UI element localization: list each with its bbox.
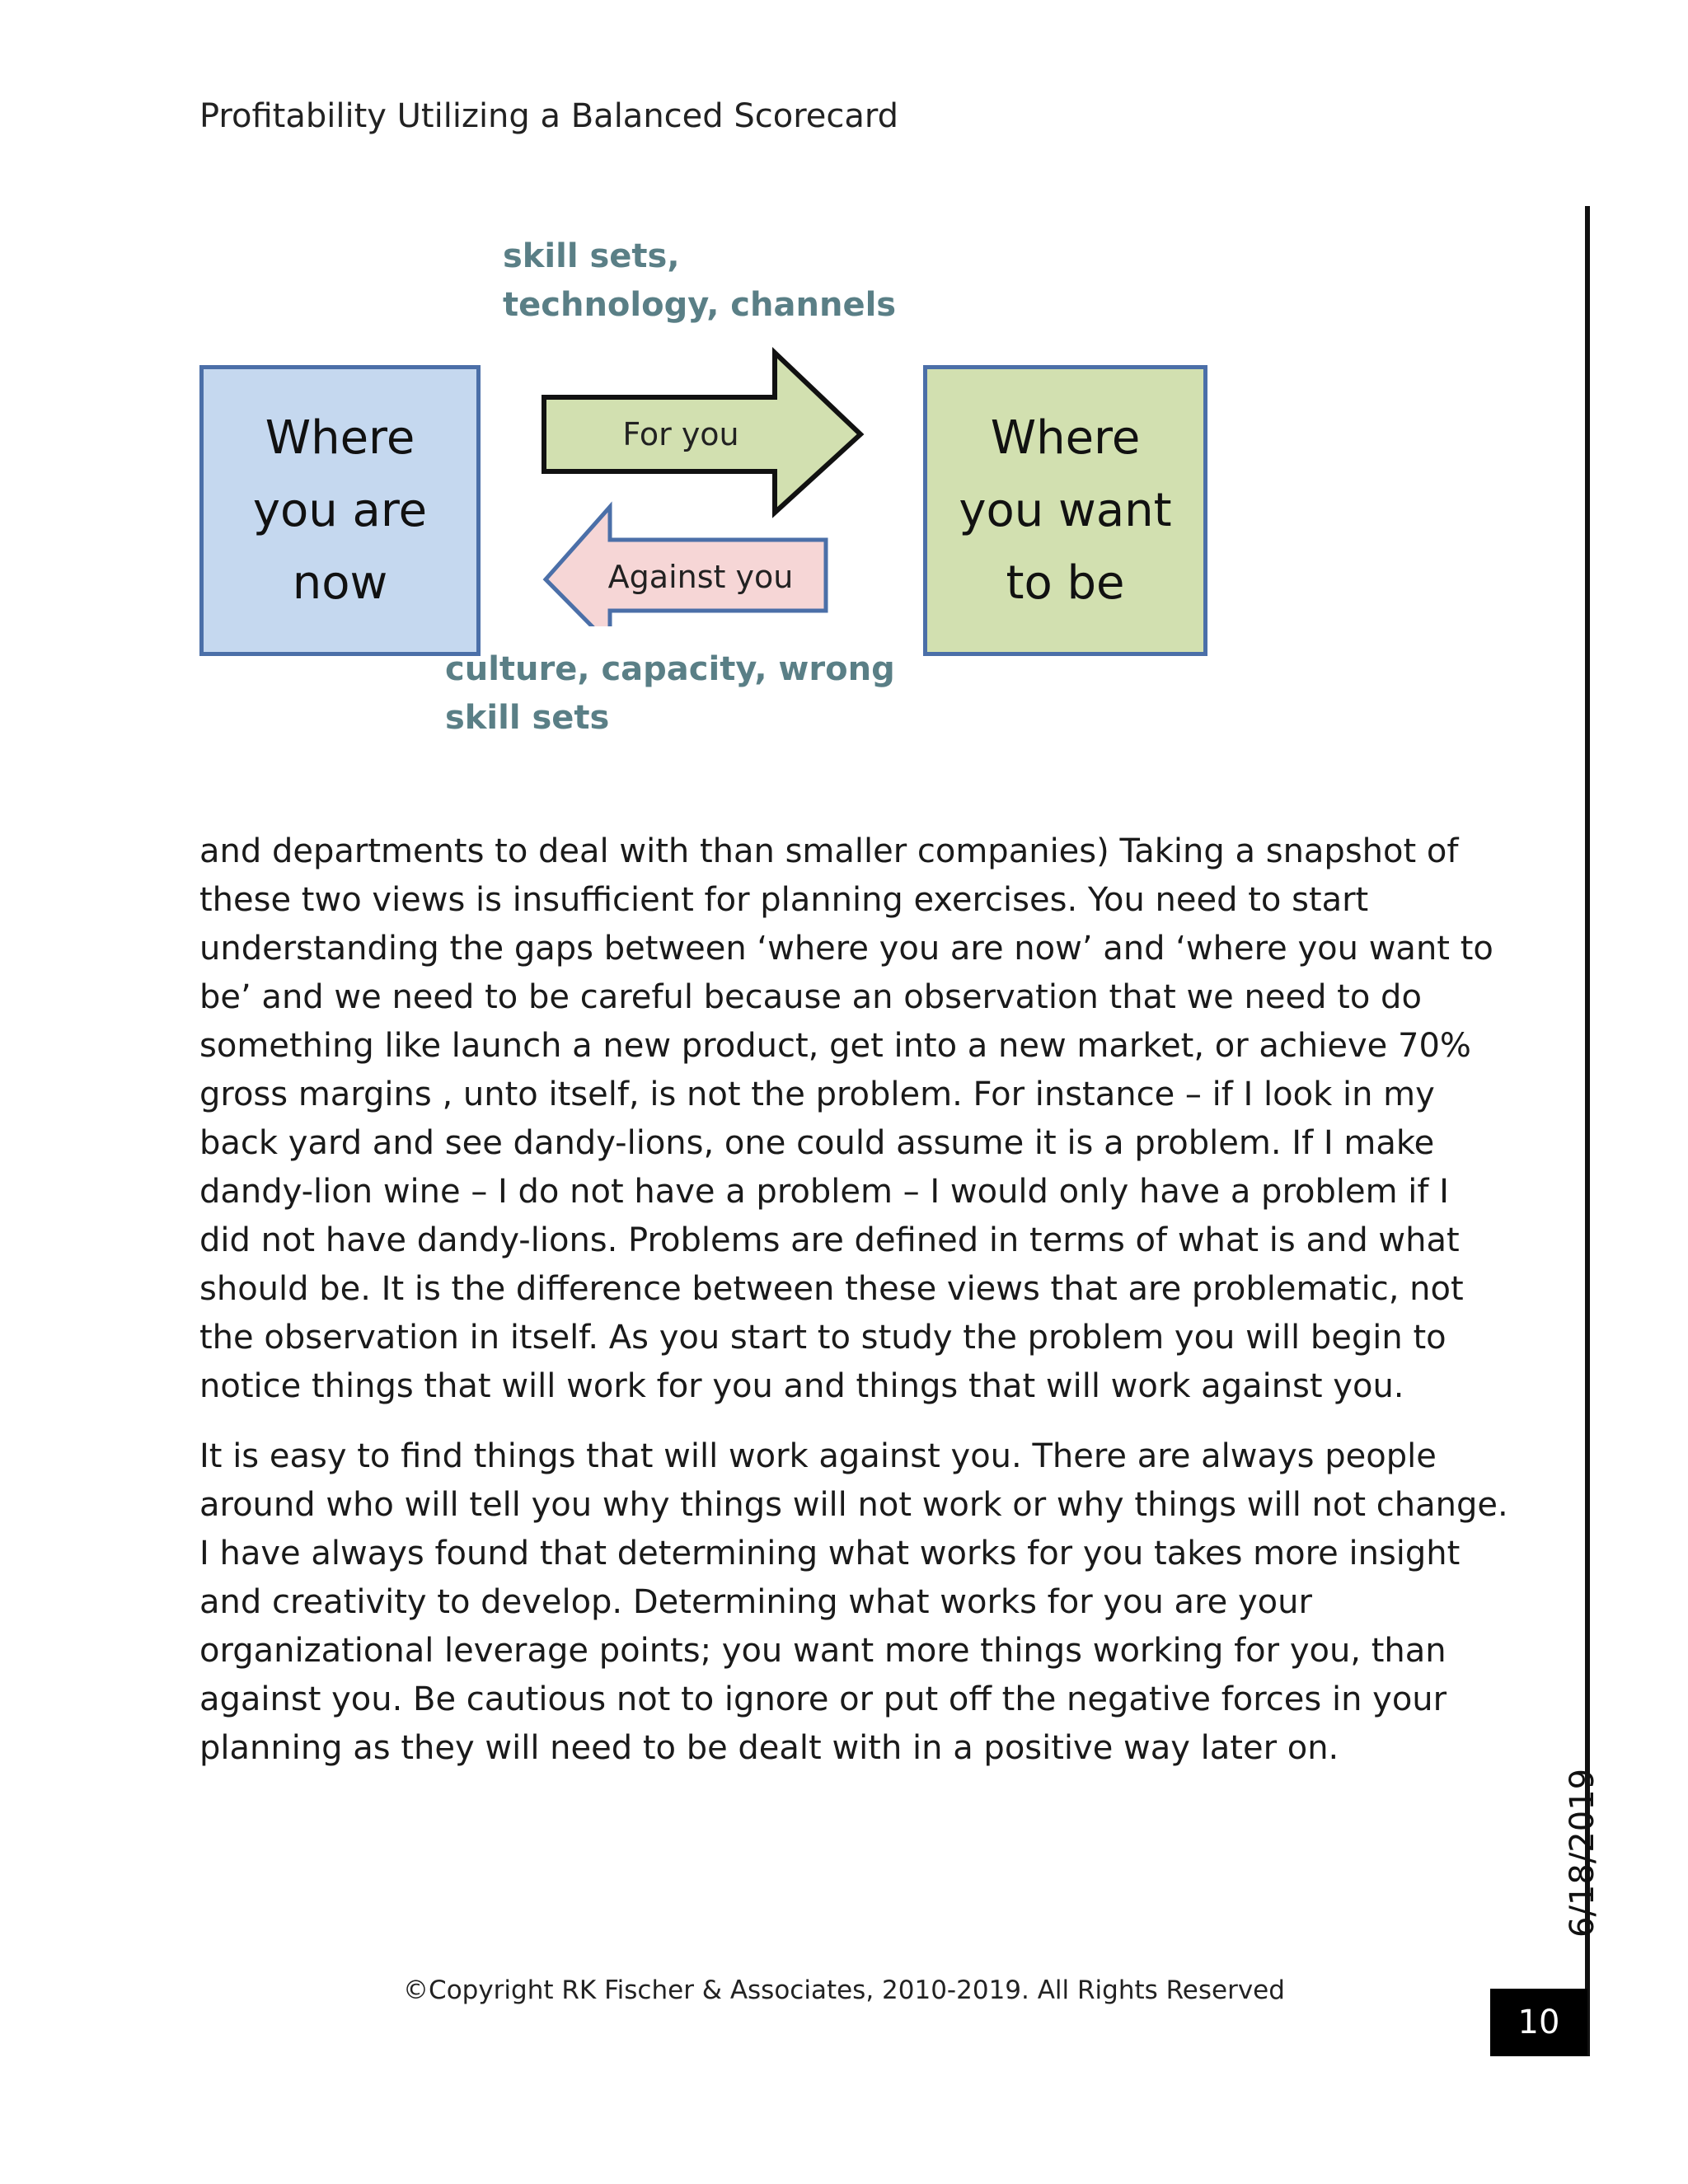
desired-state-label: Where you want to be <box>959 410 1172 610</box>
against-you-label: Against you <box>607 559 794 595</box>
page-number: 10 <box>1490 1989 1587 2056</box>
caption-for-forces: skill sets, technology, channels <box>503 237 897 324</box>
caption-against-forces: culture, capacity, wrong skill sets <box>445 650 895 737</box>
date-stamp: 6/18/2019 <box>1564 1768 1601 1938</box>
desired-state-box <box>923 365 1207 656</box>
running-header: Profitability Utilizing a Balanced Scorecard <box>199 97 899 135</box>
current-state-label: Where you are now <box>252 410 428 610</box>
copyright-footer: ©Copyright RK Fischer & Associates, 2010-2019. All Rights Reserved <box>403 1975 1285 2005</box>
paragraph: It is easy to find things that will work against you. There are always people around who will tell you why things will not work or why things will not change. I have always found that determining what works for you takes more insight and creativity to develop. Determining what works for you are your organizational leverage points; you want more things working for you, than against you. Be cautious not to ignore or put off the negative forces in your planning as they will need to be dealt with in a positive way later on. <box>199 1437 1508 1767</box>
for-you-label: For you <box>622 416 739 452</box>
body-text <box>199 827 1510 1794</box>
paragraph: and departments to deal with than smaller companies) Taking a snapshot of these two views is insufficient for planning exercises. You need to start understanding the gaps between ‘where you are now’ and ‘where you want to be’ and we need to be careful because an observation that we need to do something like launch a new product, get into a new market, or achieve 70% gross margins , unto itself, is not the problem. For instance – if I look in my back yard and see dandy-lions, one could assume it is a problem. If I make dandy-lion wine – I do not have a problem – I would only have a problem if I did not have dandy-lions. Problems are defined in terms of what is and what should be. It is the difference between these views that are problematic, not the observation in itself. As you start to study the problem you will begin to notice things that will work for you and things that will work against you. <box>199 832 1493 1405</box>
current-state-box <box>199 365 481 656</box>
force-arrows <box>528 346 890 626</box>
